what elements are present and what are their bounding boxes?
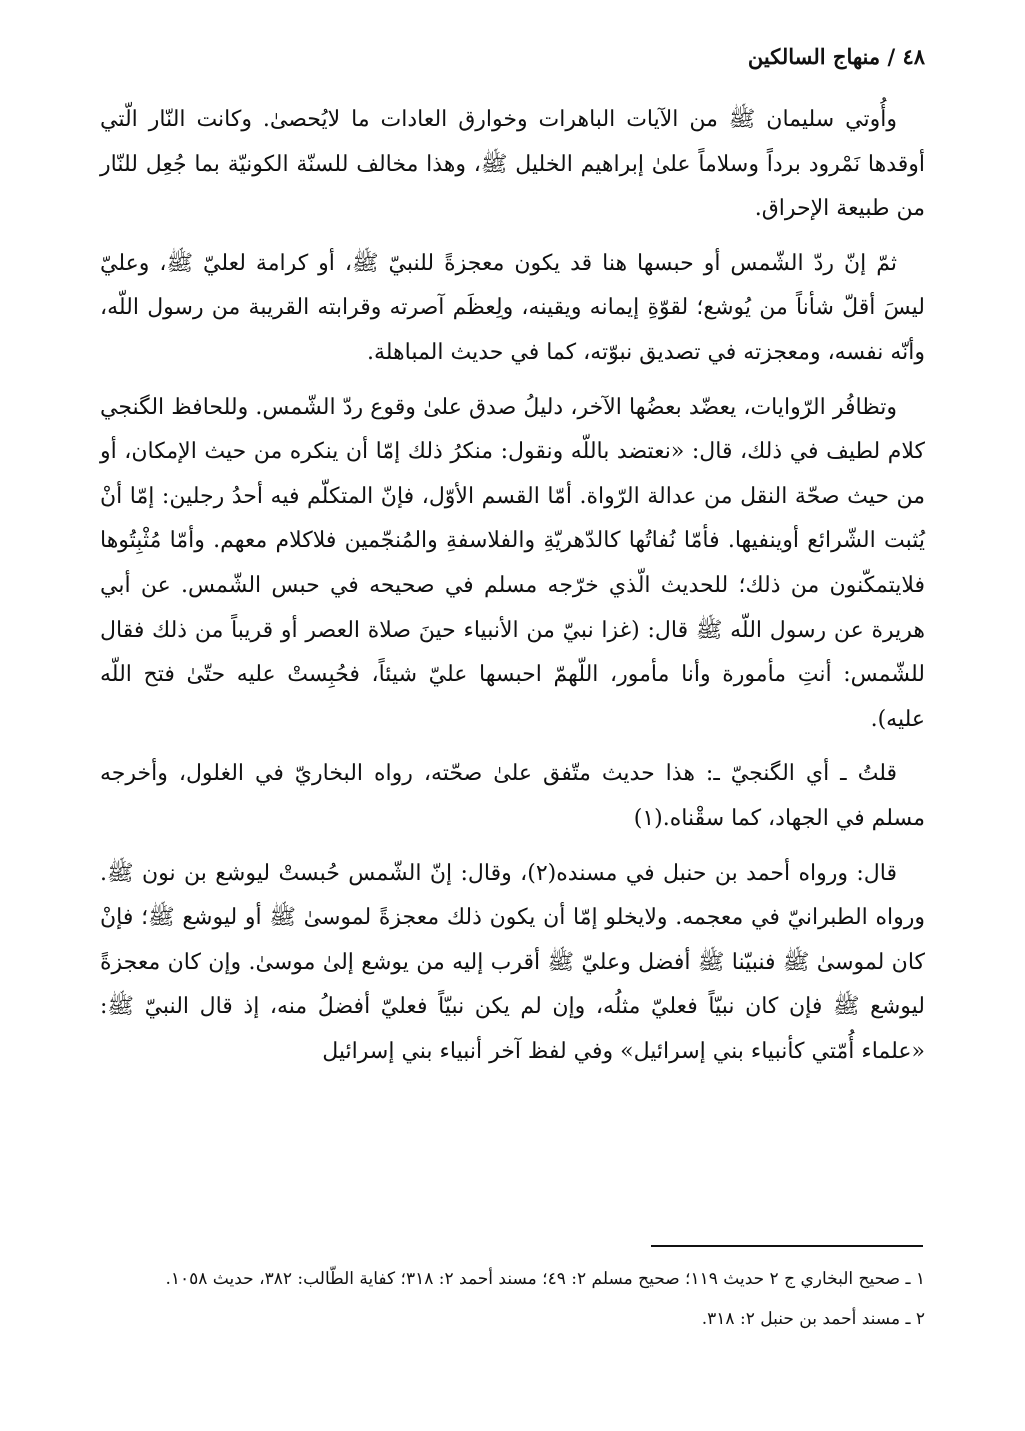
paragraph: وتظافُر الرّوايات، يعضّد بعضُها الآخر، دليلُ صدق علىٰ وقوع ردّ الشّمس. وللحافظ الگنجي كلام لطيف في ذلك، قال: «نعتضد باللّه ونقول: منكرُ ذلك إمّا أن ينكره من حيث الإمكان، أو من حيث صحّة النقل من عدالة الرّواة. أمّا القسم الأوّل، فإنّ المتكلّم فيه أحدُ رجلين: إمّا أنْ يُثبت الشّرائع أوينفيها. فأمّا نُفاتُها كالدّهريّةِ والفلاسفةِ والمُنجّمين فلاكلام معهم. وأمّا مُثْبِتُوها فلايتمكّنون من ذلك؛ للحديث الّذي خرّجه مسلم في صحيحه في حبس الشّمس. عن أبي هريرة عن رسول اللّه ﷺ قال: (غزا نبيّ من الأنبياء حينَ صلاة العصر أو قريباً من ذلك فقال للشّمس: أنتِ مأمورة وأنا مأمور، اللّهمّ احبسها عليّ شيئاً، فحُبِستْ عليه حتّىٰ فتح اللّه عليه). bbox=[100, 394, 925, 732]
footnote: ١ ـ صحيح البخاري ج ٢ حديث ١١٩؛ صحيح مسلم ٢: ٤٩؛ مسند أحمد ٢: ٣١٨؛ كفاية الطّالب: ٣٨٢، حديث ١٠٥٨. bbox=[165, 1269, 925, 1289]
running-head: ٤٨ / منهاج السالكين bbox=[747, 44, 925, 69]
footnote-divider bbox=[651, 1245, 923, 1247]
paragraph: وأُوتي سليمان ﷺ من الآيات الباهرات وخوارق العادات ما لايُحصىٰ. وكانت النّار الّتي أوقدها نَمْرود برداً وسلاماً علىٰ إبراهيم الخليل ﷺ، وهذا مخالف للسنّة الكونيّة بما جُعِل للنّار من طبيعة الإحراق. bbox=[100, 107, 925, 222]
paragraph: قلتُ ـ أي الگنجيّ ـ: هذا حديث متّفق علىٰ صحّته، رواه البخاريّ في الغلول، وأخرجه مسلم في الجهاد، كما سقْناه.(١) bbox=[100, 761, 925, 831]
footnote: ٢ ـ مسند أحمد بن حنبل ٢: ٣١٨. bbox=[701, 1309, 925, 1329]
paragraph: قال: ورواه أحمد بن حنبل في مسنده(٢)، وقال: إنّ الشّمس حُبستْ ليوشع بن نون ﷺ. ورواه الطبرانيّ في معجمه. ولايخلو إمّا أن يكون ذلك معجزةً لموسىٰ ﷺ أو ليوشع ﷺ؛ فإنْ كان لموسىٰ ﷺ فنبيّنا ﷺ أفضل وعليّ ﷺ أقرب إليه من يوشع إلىٰ موسىٰ. وإن كان معجزةً ليوشع ﷺ فإن كان نبيّاً فعليّ مثلُه، وإن لم يكن نبيّاً فعليّ أفضلُ منه، إذ قال النبيّ ﷺ: «علماء أُمّتي كأنبياء بني إسرائيل» وفي لفظ آخر أنبياء بني إسرائيل bbox=[100, 860, 925, 1064]
footnotes bbox=[100, 1262, 925, 1342]
main-text bbox=[100, 98, 925, 1074]
paragraph: ثمّ إنّ ردّ الشّمس أو حبسها هنا قد يكون معجزةً للنبيّ ﷺ، أو كرامة لعليّ ﷺ، وعليّ ليسَ أقلّ شأناً من يُوشع؛ لقوّةِ إيمانه ويقينه، ولِعظَم آصرته وقرابته القريبة من رسول اللّه، وأنّه نفسه، ومعجزته في تصديق نبوّته، كما في حديث المباهلة. bbox=[100, 250, 925, 365]
